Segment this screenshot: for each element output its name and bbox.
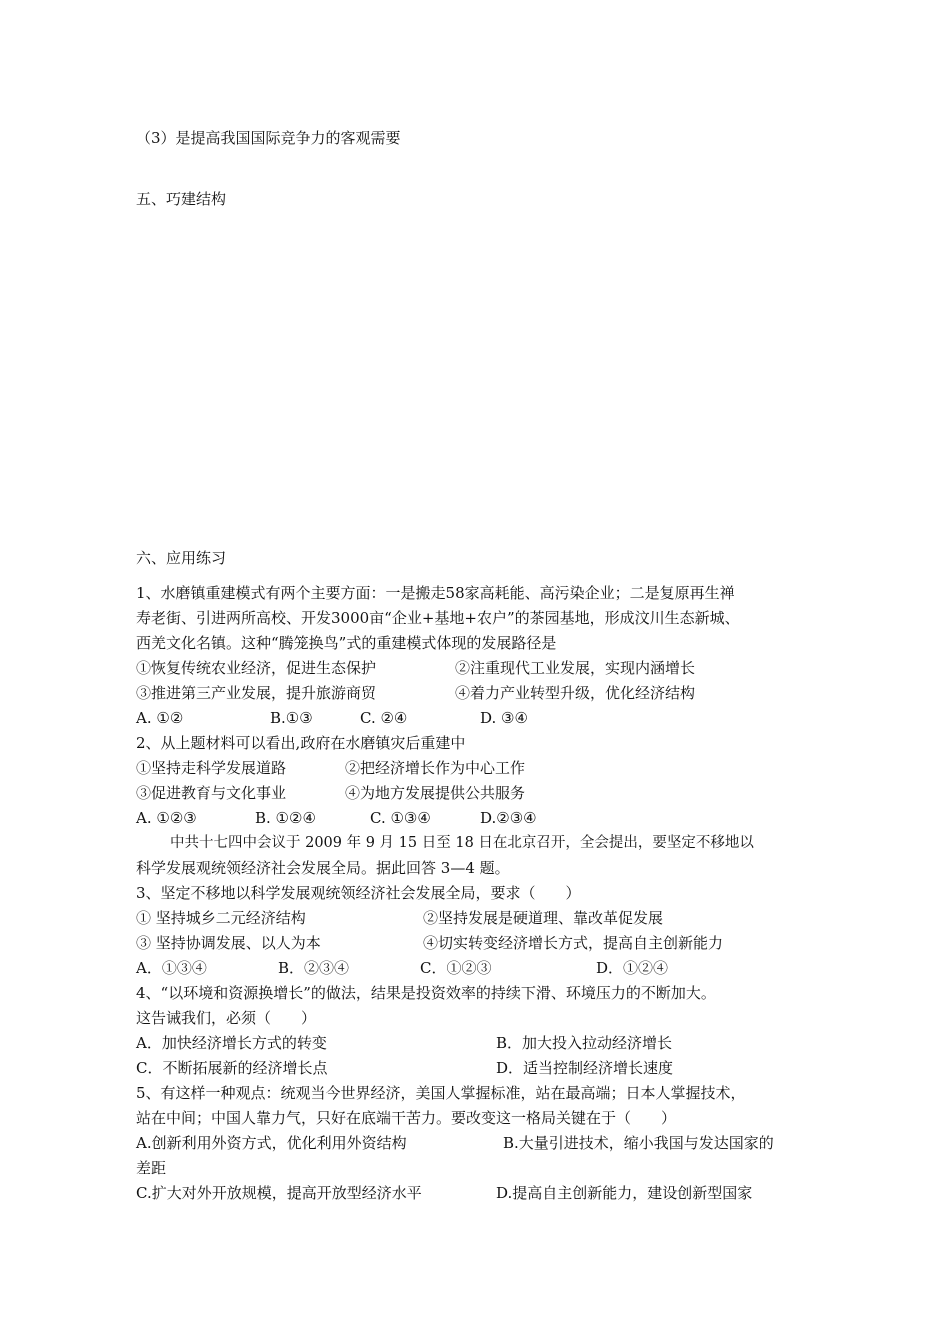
q1-choice-b: B.①③ <box>270 709 313 727</box>
q5-choice-d: D.提高自主创新能力，建设创新型国家 <box>496 1184 753 1202</box>
q4-choice-b: B．加大投入拉动经济增长 <box>496 1034 673 1052</box>
material-line1: 中共十七四中会议于 2009 年 9 月 15 日至 18 日在北京召开，全会提出，要坚定不移地以 <box>170 835 754 851</box>
q2-option-2: ②把经济增长作为中心工作 <box>345 759 526 777</box>
q1-option-1: ①恢复传统农业经济，促进生态保护 <box>136 659 377 677</box>
q3-option-4: ④切实转变经济增长方式，提高自主创新能力 <box>423 934 724 952</box>
q1-choice-c: C. ②④ <box>360 709 408 727</box>
section5-title: 五、巧建结构 <box>136 190 227 208</box>
q5-choice-b: B.大量引进技术，缩小我国与发达国家的 <box>503 1134 774 1152</box>
q2-option-4: ④为地方发展提供公共服务 <box>345 784 526 802</box>
q1-stem-line3: 西羌文化名镇。这种“腾笼换鸟”式的重建模式体现的发展路径是 <box>136 634 557 652</box>
q5-choice-a: A.创新利用外资方式，优化利用外资结构 <box>136 1134 407 1152</box>
q5-stem-line2: 站在中间；中国人靠力气，只好在底端干苦力。要改变这一格局关键在于（ ） <box>136 1109 677 1127</box>
q1-choice-d: D. ③④ <box>480 709 528 727</box>
q1-stem-line2: 寿老街、引进两所高校、开发3000亩“企业+基地+农户”的茶园基地，形成汶川生态新城、 <box>136 609 740 627</box>
q2-choice-a: A. ①②③ <box>136 809 197 827</box>
section5-intro-text: （3）是提高我国国际竞争力的客观需要 <box>136 129 401 147</box>
q4-choice-c: C．不断拓展新的经济增长点 <box>136 1059 328 1077</box>
q4-choice-a: A．加快经济增长方式的转变 <box>136 1034 327 1052</box>
q2-choice-c: C. ①③④ <box>370 809 431 827</box>
q2-option-3: ③促进教育与文化事业 <box>136 784 287 802</box>
q4-stem-line2: 这告诫我们，必须（ ） <box>136 1009 317 1027</box>
q2-choice-d: D.②③④ <box>480 809 537 827</box>
q3-choice-a: A．①③④ <box>136 959 207 977</box>
q5-stem-line1: 5、有这样一种观点：统观当今世界经济，美国人掌握标准，站在最高端；日本人掌握技术， <box>136 1084 746 1102</box>
q1-option-4: ④着力产业转型升级，优化经济结构 <box>455 684 696 702</box>
q3-choice-d: D．①②④ <box>596 959 669 977</box>
q1-choice-a: A. ①② <box>136 709 184 727</box>
section6-title: 六、应用练习 <box>136 549 227 567</box>
q5-choice-b-continued: 差距 <box>136 1159 167 1177</box>
material-line2: 科学发展观统领经济社会发展全局。据此回答 3—4 题。 <box>136 859 510 877</box>
q5-choice-c: C.扩大对外开放规模，提高开放型经济水平 <box>136 1184 422 1202</box>
q1-option-3: ③推进第三产业发展，提升旅游商贸 <box>136 684 377 702</box>
q3-option-3: ③ 坚持协调发展、以人为本 <box>136 934 321 952</box>
q3-choice-c: C．①②③ <box>420 959 492 977</box>
q3-option-2: ②坚持发展是硬道理、靠改革促发展 <box>423 909 664 927</box>
q1-stem-line1: 1、水磨镇重建模式有两个主要方面：一是搬走58家高耗能、高污染企业；二是复原再生禅 <box>136 584 735 602</box>
q2-stem: 2、从上题材料可以看出,政府在水磨镇灾后重建中 <box>136 734 466 752</box>
q3-choice-b: B．②③④ <box>278 959 350 977</box>
q2-option-1: ①坚持走科学发展道路 <box>136 759 287 777</box>
q4-choice-d: D．适当控制经济增长速度 <box>496 1059 674 1077</box>
q1-option-2: ②注重现代工业发展，实现内涵增长 <box>455 659 696 677</box>
q3-option-1: ① 坚持城乡二元经济结构 <box>136 909 306 927</box>
q3-stem: 3、坚定不移地以科学发展观统领经济社会发展全局，要求（ ） <box>136 884 581 902</box>
q2-choice-b: B. ①②④ <box>255 809 316 827</box>
q4-stem-line1: 4、“以环境和资源换增长”的做法，结果是投资效率的持续下滑、环境压力的不断加大。 <box>136 984 716 1002</box>
